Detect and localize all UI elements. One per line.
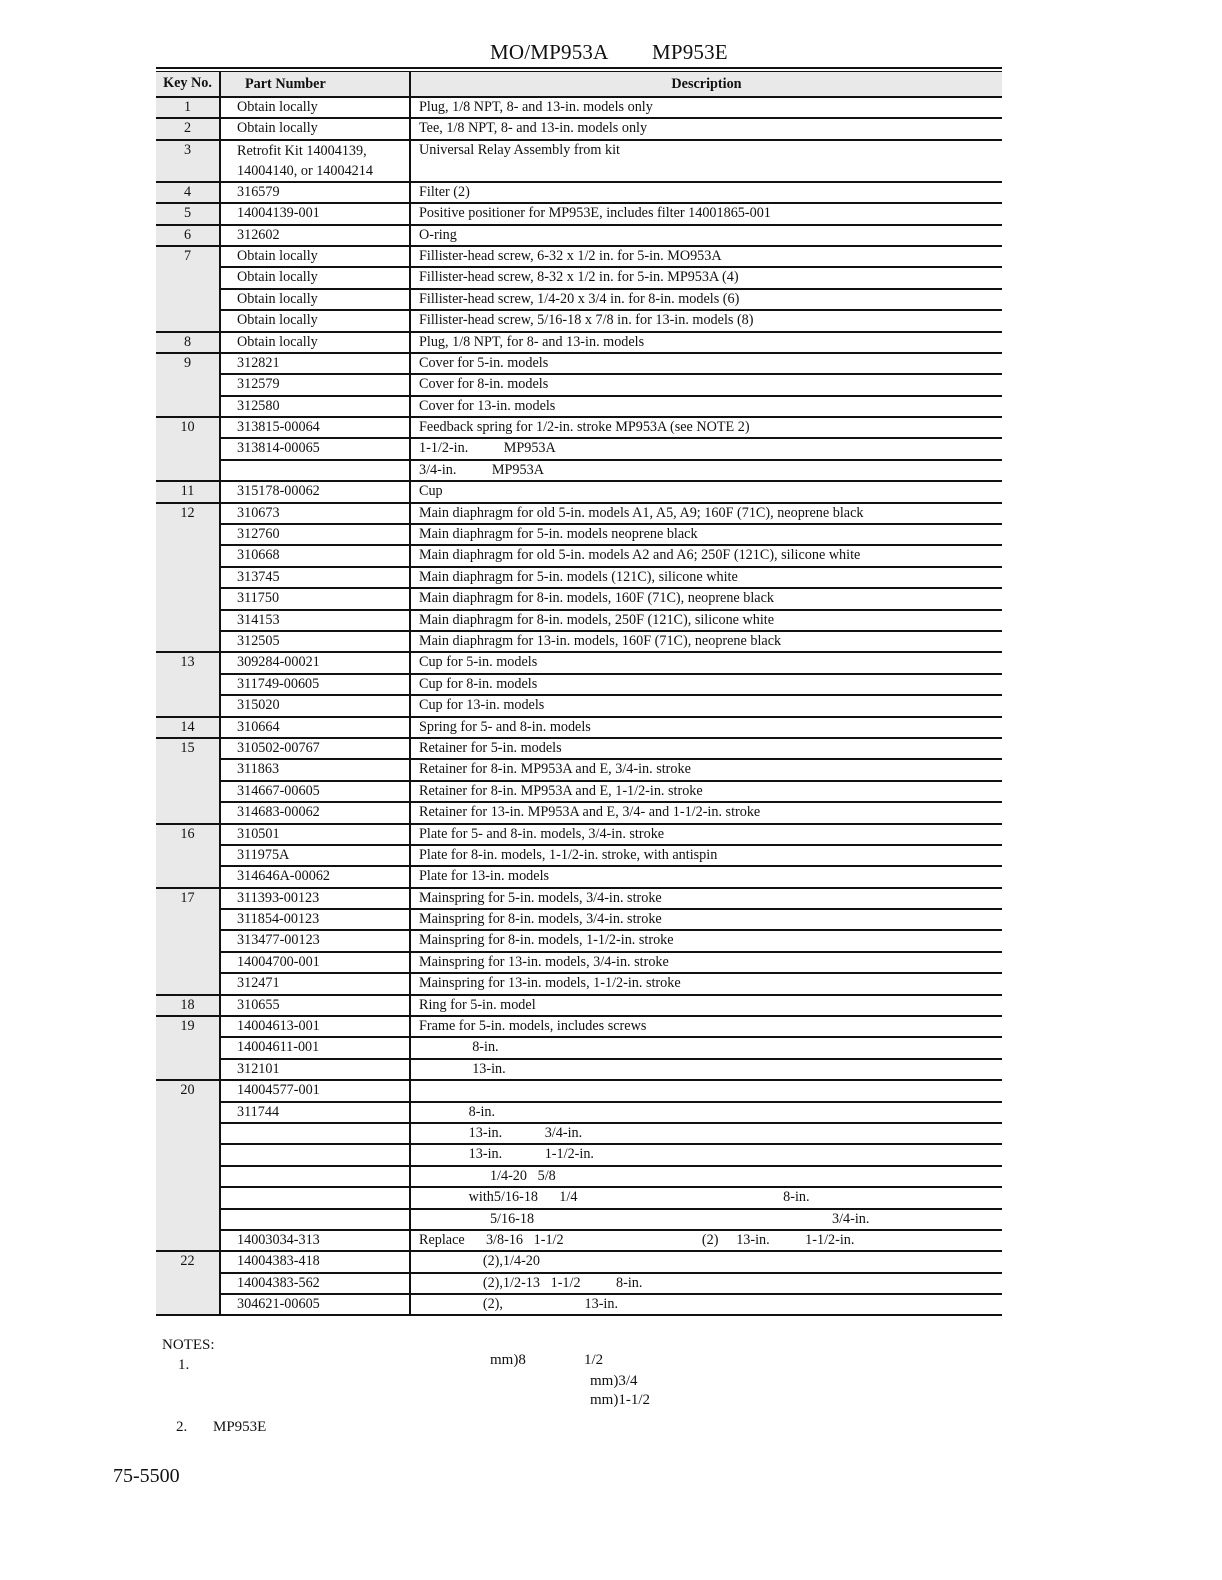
part-number-cell: Obtain locally [220,246,410,267]
table-row [156,824,1002,845]
description-cell: Plate for 5- and 8-in. models, 3/4-in. stroke [410,824,1002,845]
description-cell: 1-1/2-in. MP953A [410,438,1002,459]
key-number-cell [156,909,220,930]
table-row [156,759,1002,780]
description-cell: Fillister-head screw, 6-32 x 1/2 in. for 5-in. MO953A [410,246,1002,267]
part-number-cell: 313477-00123 [220,930,410,951]
page-title [490,40,728,65]
part-number-cell: 314667-00605 [220,781,410,802]
part-number-cell: 311975A [220,845,410,866]
table-row [156,417,1002,438]
table-row [156,652,1002,673]
description-cell: Mainspring for 13-in. models, 3/4-in. stroke [410,952,1002,973]
note-2-text: MP953E [213,1419,267,1435]
description-cell: Main diaphragm for old 5-in. models A2 and A6; 250F (121C), silicone white [410,545,1002,566]
part-number-cell: 310673 [220,503,410,524]
table-row [156,909,1002,930]
description-cell: 8-in. [410,1102,1002,1123]
key-number-cell [156,1230,220,1251]
description-cell: Plug, 1/8 NPT, 8- and 13-in. models only [410,97,1002,118]
key-number-cell: 6 [156,225,220,246]
part-number-cell: 310664 [220,717,410,738]
key-number-cell [156,1102,220,1123]
key-number-cell [156,1059,220,1080]
description-cell: Tee, 1/8 NPT, 8- and 13-in. models only [410,118,1002,139]
part-column-header: Part Number [220,72,410,97]
description-cell: Fillister-head screw, 8-32 x 1/2 in. for 5-in. MP953A (4) [410,267,1002,288]
table-row [156,1144,1002,1165]
key-number-cell [156,1037,220,1058]
table-row [156,1230,1002,1251]
part-number-cell: Obtain locally [220,97,410,118]
part-number-cell: 310501 [220,824,410,845]
description-cell: Cover for 5-in. models [410,353,1002,374]
table-row [156,631,1002,652]
description-cell: Retainer for 8-in. MP953A and E, 1-1/2-in. stroke [410,781,1002,802]
key-number-cell [156,588,220,609]
key-number-cell: 5 [156,203,220,224]
description-cell: 13-in. 3/4-in. [410,1123,1002,1144]
description-cell: Cover for 8-in. models [410,374,1002,395]
description-cell: Mainspring for 5-in. models, 3/4-in. stroke [410,888,1002,909]
part-number-cell: Obtain locally [220,118,410,139]
table-row [156,246,1002,267]
table-row [156,695,1002,716]
part-number-cell [220,1166,410,1187]
key-number-cell [156,973,220,994]
description-cell: Positive positioner for MP953E, includes filter 14001865-001 [410,203,1002,224]
description-cell: Plate for 13-in. models [410,866,1002,887]
note-2-number: 2. [176,1419,188,1435]
part-number-cell: 312760 [220,524,410,545]
description-cell: Main diaphragm for 5-in. models (121C), silicone white [410,567,1002,588]
table-row [156,674,1002,695]
key-number-cell [156,524,220,545]
description-cell: 8-in. [410,1037,1002,1058]
table-row [156,738,1002,759]
description-cell: Replace 3/8-16 1-1/2 (2) 13-in. 1-1/2-in. [410,1230,1002,1251]
key-number-cell [156,631,220,652]
table-row [156,545,1002,566]
description-cell: O-ring [410,225,1002,246]
part-number-cell: Obtain locally [220,289,410,310]
key-number-cell [156,1187,220,1208]
key-number-cell: 8 [156,332,220,353]
part-number-cell: 311393-00123 [220,888,410,909]
part-number-cell: 311854-00123 [220,909,410,930]
description-cell: (2),1/4-20 [410,1251,1002,1272]
key-number-cell: 22 [156,1251,220,1272]
key-number-cell: 20 [156,1080,220,1101]
table-row [156,524,1002,545]
description-cell: 13-in. [410,1059,1002,1080]
description-cell: Retainer for 5-in. models [410,738,1002,759]
model-a-title: MO/MP953A [490,40,609,64]
description-cell [410,1080,1002,1101]
description-cell: 3/4-in. MP953A [410,460,1002,481]
note-2 [176,1417,266,1437]
table-row [156,1209,1002,1230]
part-number-cell [220,460,410,481]
key-number-cell [156,460,220,481]
part-number-cell: 312602 [220,225,410,246]
table-row [156,438,1002,459]
key-number-cell [156,438,220,459]
table-row [156,97,1002,118]
part-number-cell: 14003034-313 [220,1230,410,1251]
key-number-cell: 4 [156,182,220,203]
table-row [156,588,1002,609]
part-number-cell: 311750 [220,588,410,609]
document-number: 75-5500 [113,1465,180,1487]
description-cell: Plate for 8-in. models, 1-1/2-in. stroke, with antispin [410,845,1002,866]
description-cell: 13-in. 1-1/2-in. [410,1144,1002,1165]
parts-table [156,72,1002,1316]
table-header-row [156,72,1002,97]
table-row [156,481,1002,502]
part-number-cell: 312505 [220,631,410,652]
description-cell: Main diaphragm for 8-in. models, 250F (121C), silicone white [410,610,1002,631]
part-number-cell: 310668 [220,545,410,566]
table-row [156,845,1002,866]
table-row [156,1273,1002,1294]
part-number-cell: 14004139-001 [220,203,410,224]
description-cell: Mainspring for 13-in. models, 1-1/2-in. stroke [410,973,1002,994]
part-number-cell: 312101 [220,1059,410,1080]
description-cell: Cup for 13-in. models [410,695,1002,716]
key-number-cell [156,674,220,695]
key-number-cell [156,1209,220,1230]
table-row [156,225,1002,246]
key-number-cell: 1 [156,97,220,118]
key-number-cell [156,374,220,395]
note-1 [178,1355,189,1375]
table-row [156,888,1002,909]
key-number-cell [156,289,220,310]
description-cell: Frame for 5-in. models, includes screws [410,1016,1002,1037]
key-number-cell: 17 [156,888,220,909]
description-cell: (2),1/2-13 1-1/2 8-in. [410,1273,1002,1294]
key-number-cell: 7 [156,246,220,267]
part-number-cell: 313814-00065 [220,438,410,459]
table-row [156,717,1002,738]
part-number-cell [220,1209,410,1230]
key-number-cell: 9 [156,353,220,374]
parts-table-body [156,97,1002,1315]
description-cell: Cup for 8-in. models [410,674,1002,695]
part-number-cell: 14004611-001 [220,1037,410,1058]
key-number-cell: 11 [156,481,220,502]
table-row [156,930,1002,951]
table-row [156,1016,1002,1037]
table-row [156,973,1002,994]
top-rule [156,67,1002,69]
table-row [156,332,1002,353]
part-number-cell: 314683-00062 [220,802,410,823]
part-number-cell: 314153 [220,610,410,631]
key-number-cell [156,1144,220,1165]
table-row [156,802,1002,823]
part-number-cell: 14004700-001 [220,952,410,973]
notes-label: NOTES: [162,1337,215,1353]
table-row [156,1059,1002,1080]
key-number-cell: 3 [156,140,220,182]
part-number-cell: 309284-00021 [220,652,410,673]
part-number-cell: 315178-00062 [220,481,410,502]
description-cell: Plug, 1/8 NPT, for 8- and 13-in. models [410,332,1002,353]
key-number-cell: 13 [156,652,220,673]
part-number-cell: 14004613-001 [220,1016,410,1037]
description-cell: Retainer for 13-in. MP953A and E, 3/4- and 1-1/2-in. stroke [410,802,1002,823]
part-number-cell: 311863 [220,759,410,780]
description-cell: Cover for 13-in. models [410,396,1002,417]
part-number-cell: 314646A-00062 [220,866,410,887]
part-number-cell [220,1187,410,1208]
key-number-cell: 18 [156,995,220,1016]
part-number-cell: 312580 [220,396,410,417]
table-row [156,781,1002,802]
table-row [156,995,1002,1016]
note-1-fragment-a: mm)8 [490,1352,526,1368]
table-row [156,396,1002,417]
part-number-cell: 312471 [220,973,410,994]
note-1-fragment-b: 1/2 [584,1352,604,1368]
key-number-cell: 12 [156,503,220,524]
description-cell: Fillister-head screw, 5/16-18 x 7/8 in. for 13-in. models (8) [410,310,1002,331]
key-number-cell [156,866,220,887]
part-number-cell: Obtain locally [220,310,410,331]
description-cell: Cup for 5-in. models [410,652,1002,673]
table-row [156,1102,1002,1123]
description-cell: Universal Relay Assembly from kit [410,140,1002,182]
table-row [156,267,1002,288]
table-row [156,567,1002,588]
part-number-cell: Retrofit Kit 14004139, 14004140, or 14004214 [220,140,410,182]
key-number-cell: 2 [156,118,220,139]
part-number-cell [220,1144,410,1165]
key-number-cell [156,1166,220,1187]
note-1-fragment-d: mm)1-1/2 [590,1392,650,1408]
description-cell: 1/4-20 5/8 [410,1166,1002,1187]
part-number-cell: 14004383-418 [220,1251,410,1272]
description-cell: Spring for 5- and 8-in. models [410,717,1002,738]
key-number-cell [156,802,220,823]
description-cell: Retainer for 8-in. MP953A and E, 3/4-in. stroke [410,759,1002,780]
key-column-header: Key No. [156,72,220,97]
model-b-title: MP953E [651,40,728,64]
key-number-cell [156,545,220,566]
table-row [156,1187,1002,1208]
description-cell: Mainspring for 8-in. models, 3/4-in. stroke [410,909,1002,930]
description-cell: Main diaphragm for old 5-in. models A1, A5, A9; 160F (71C), neoprene black [410,503,1002,524]
part-number-cell: 316579 [220,182,410,203]
part-number-cell: 313745 [220,567,410,588]
part-number-cell: Obtain locally [220,267,410,288]
description-column-header: Description [410,72,1002,97]
table-row [156,140,1002,182]
part-number-cell: 310655 [220,995,410,1016]
table-row [156,289,1002,310]
description-cell: Fillister-head screw, 1/4-20 x 3/4 in. for 8-in. models (6) [410,289,1002,310]
part-number-cell: 304621-00605 [220,1294,410,1315]
description-cell: (2), 13-in. [410,1294,1002,1315]
table-row [156,182,1002,203]
part-number-cell [220,1123,410,1144]
key-number-cell [156,567,220,588]
table-row [156,952,1002,973]
description-cell: Main diaphragm for 13-in. models, 160F (71C), neoprene black [410,631,1002,652]
key-number-cell: 10 [156,417,220,438]
description-cell: Main diaphragm for 5-in. models neoprene black [410,524,1002,545]
key-number-cell [156,781,220,802]
part-number-cell: 315020 [220,695,410,716]
part-number-cell: 313815-00064 [220,417,410,438]
table-row [156,1080,1002,1101]
table-row [156,353,1002,374]
key-number-cell [156,396,220,417]
key-number-cell [156,1273,220,1294]
key-number-cell [156,610,220,631]
part-number-cell: 312821 [220,353,410,374]
key-number-cell [156,845,220,866]
table-row [156,610,1002,631]
key-number-cell: 19 [156,1016,220,1037]
part-number-cell: 310502-00767 [220,738,410,759]
table-row [156,866,1002,887]
table-row [156,460,1002,481]
table-row [156,1037,1002,1058]
description-cell: Main diaphragm for 8-in. models, 160F (71C), neoprene black [410,588,1002,609]
part-number-cell: Obtain locally [220,332,410,353]
table-row [156,118,1002,139]
notes-section [162,1335,267,1435]
table-row [156,374,1002,395]
key-number-cell [156,267,220,288]
description-cell: Mainspring for 8-in. models, 1-1/2-in. stroke [410,930,1002,951]
key-number-cell [156,695,220,716]
part-number-cell: 311749-00605 [220,674,410,695]
table-row [156,1123,1002,1144]
key-number-cell: 15 [156,738,220,759]
table-row [156,1166,1002,1187]
part-number-cell: 14004383-562 [220,1273,410,1294]
key-number-cell: 14 [156,717,220,738]
key-number-cell [156,310,220,331]
key-number-cell [156,930,220,951]
table-row [156,1294,1002,1315]
key-number-cell [156,1123,220,1144]
description-cell: Feedback spring for 1/2-in. stroke MP953A (see NOTE 2) [410,417,1002,438]
key-number-cell: 16 [156,824,220,845]
key-number-cell [156,1294,220,1315]
description-cell: 5/16-18 3/4-in. [410,1209,1002,1230]
description-cell: Ring for 5-in. model [410,995,1002,1016]
description-cell: Cup [410,481,1002,502]
note-1-number: 1. [178,1357,190,1373]
table-row [156,310,1002,331]
key-number-cell [156,952,220,973]
table-row [156,203,1002,224]
table-row [156,503,1002,524]
description-cell: Filter (2) [410,182,1002,203]
part-number-cell: 14004577-001 [220,1080,410,1101]
part-number-cell: 311744 [220,1102,410,1123]
note-1-fragment-c: mm)3/4 [590,1373,638,1389]
key-number-cell [156,759,220,780]
table-row [156,1251,1002,1272]
description-cell: with5/16-18 1/4 8-in. [410,1187,1002,1208]
part-number-cell: 312579 [220,374,410,395]
